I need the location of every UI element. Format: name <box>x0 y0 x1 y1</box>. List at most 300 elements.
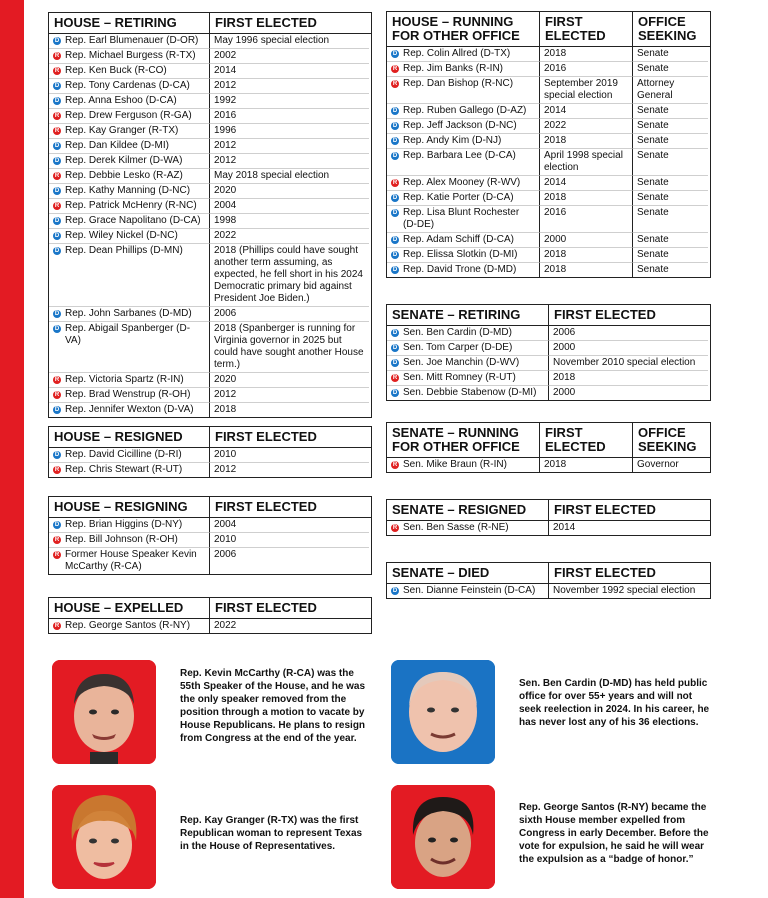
member-cell <box>387 371 548 386</box>
table-row <box>49 322 371 373</box>
first-elected-cell: November 2010 special election <box>548 356 708 371</box>
democrat-party-icon: D <box>392 210 398 216</box>
member-name: Rep. Ken Buck (R-CO) <box>65 65 167 76</box>
table-row <box>49 307 371 322</box>
table-house-resigned <box>48 426 372 478</box>
member-cell <box>387 386 548 400</box>
member-cell <box>387 521 548 535</box>
first-elected-cell: 2018 <box>209 403 369 417</box>
caption-granger: Rep. Kay Granger (R-TX) was the first Republican woman to represent Texas in the House of Representatives. <box>180 815 363 852</box>
first-elected-cell: 2022 <box>209 229 369 244</box>
office-seeking-cell: Senate <box>632 104 708 119</box>
table-row <box>49 124 371 139</box>
table-house-resigning <box>48 496 372 575</box>
photo-george-santos <box>391 785 495 889</box>
table-header <box>387 423 710 458</box>
photo-kevin-mccarthy <box>52 660 156 764</box>
member-cell <box>49 373 209 388</box>
member-name: Rep. Jennifer Wexton (D-VA) <box>65 404 194 415</box>
first-elected-cell: May 2018 special election <box>209 169 369 184</box>
member-cell <box>49 139 209 154</box>
table-body <box>387 326 710 400</box>
table-row <box>49 154 371 169</box>
first-elected-cell: 2018 <box>539 263 632 277</box>
member-cell <box>387 326 548 341</box>
republican-party-icon: R <box>54 203 60 209</box>
first-elected-cell: 2006 <box>209 307 369 322</box>
first-elected-cell: 2018 (Phillips could have sought another term assuming, as expected, he fell short in his 2024 Democratic primary bid against President Joe Biden.) <box>209 244 369 307</box>
member-name: Rep. Bill Johnson (R-OH) <box>65 534 178 545</box>
office-seeking-cell: Attorney General <box>632 77 708 104</box>
member-cell <box>387 341 548 356</box>
democrat-party-icon: D <box>392 390 398 396</box>
office-seeking-cell: Senate <box>632 119 708 134</box>
republican-party-icon: R <box>54 392 60 398</box>
table-row <box>387 206 710 233</box>
democrat-party-icon: D <box>392 360 398 366</box>
member-cell <box>387 104 539 119</box>
column-header: FIRST ELECTED <box>539 423 632 457</box>
member-name: Sen. Joe Manchin (D-WV) <box>403 357 520 368</box>
member-name: Rep. Victoria Spartz (R-IN) <box>65 374 184 385</box>
republican-party-icon: R <box>54 552 60 558</box>
first-elected-cell: 2016 <box>209 109 369 124</box>
table-row <box>387 77 710 104</box>
table-row <box>387 371 710 386</box>
member-name: Rep. Alex Mooney (R-WV) <box>403 177 521 188</box>
first-elected-cell: 2012 <box>209 388 369 403</box>
caption-cardin: Sen. Ben Cardin (D-MD) has held public office for over 55+ years and will not seek reelection in 2024. In his career, he has never lost any of his 36 elections. <box>519 678 710 728</box>
caption-santos: Rep. George Santos (R-NY) became the sixth House member expelled from Congress in early December. Before the vote for expulsion, he said he will wear the expulsion as a “badge of honor.” <box>519 802 709 865</box>
column-header: HOUSE – RETIRING <box>54 15 177 30</box>
democrat-party-icon: D <box>392 195 398 201</box>
republican-party-icon: R <box>392 180 398 186</box>
member-name: Rep. Brad Wenstrup (R-OH) <box>65 389 191 400</box>
republican-party-icon: R <box>54 377 60 383</box>
office-seeking-cell: Senate <box>632 263 708 277</box>
first-elected-cell: 2002 <box>209 49 369 64</box>
republican-party-icon: R <box>54 537 60 543</box>
first-elected-cell: 2006 <box>209 548 369 574</box>
table-header <box>387 12 710 47</box>
member-name: Rep. Drew Ferguson (R-GA) <box>65 110 192 121</box>
table-row <box>49 169 371 184</box>
member-name: Rep. Derek Kilmer (D-WA) <box>65 155 183 166</box>
republican-party-icon: R <box>392 81 398 87</box>
first-elected-cell: 2012 <box>209 139 369 154</box>
office-seeking-cell: Senate <box>632 233 708 248</box>
member-cell <box>387 356 548 371</box>
table-header <box>387 500 710 521</box>
member-name: Rep. Jeff Jackson (D-NC) <box>403 120 517 131</box>
table-row <box>387 326 710 341</box>
democrat-party-icon: D <box>392 51 398 57</box>
member-name: Rep. Debbie Lesko (R-AZ) <box>65 170 183 181</box>
table-row <box>387 149 710 176</box>
member-cell <box>49 124 209 139</box>
first-elected-cell: 2018 (Spanberger is running for Virginia governor in 2025 but could have sought another House term.) <box>209 322 369 373</box>
table-row <box>49 244 371 307</box>
democrat-party-icon: D <box>54 233 60 239</box>
member-cell <box>49 548 209 574</box>
office-seeking-cell: Senate <box>632 134 708 149</box>
first-elected-cell: 2022 <box>539 119 632 134</box>
democrat-party-icon: D <box>392 330 398 336</box>
democrat-party-icon: D <box>54 158 60 164</box>
table-row <box>49 49 371 64</box>
first-elected-cell: 2012 <box>209 154 369 169</box>
member-cell <box>49 94 209 109</box>
member-name: Rep. Adam Schiff (D-CA) <box>403 234 514 245</box>
table-row <box>49 184 371 199</box>
table-row <box>387 458 710 472</box>
first-elected-cell: 2000 <box>548 386 708 400</box>
table-body <box>387 584 710 598</box>
member-cell <box>49 388 209 403</box>
democrat-party-icon: D <box>54 311 60 317</box>
first-elected-cell: 2018 <box>539 458 632 472</box>
table-house-retiring <box>48 12 372 418</box>
caption-mccarthy: Rep. Kevin McCarthy (R-CA) was the 55th Speaker of the House, and he was the only speaker removed from the position through a motion to vacate by House Republicans. He plans to resign from Congress at the end of the year. <box>180 668 366 744</box>
column-header: HOUSE – RESIGNING <box>54 499 188 514</box>
table-row <box>49 214 371 229</box>
column-header: OFFICE SEEKING <box>632 12 708 46</box>
table-body <box>49 448 371 477</box>
member-cell <box>387 47 539 62</box>
member-cell <box>387 206 539 233</box>
table-body <box>49 518 371 574</box>
member-name: Rep. George Santos (R-NY) <box>65 620 191 631</box>
table-row <box>49 94 371 109</box>
member-name: Rep. Barbara Lee (D-CA) <box>403 150 516 161</box>
table-row <box>387 191 710 206</box>
table-body <box>387 47 710 277</box>
member-cell <box>49 64 209 79</box>
republican-party-icon: R <box>54 467 60 473</box>
first-elected-cell: 2018 <box>539 134 632 149</box>
first-elected-cell: 2000 <box>548 341 708 356</box>
first-elected-cell: September 2019 special election <box>539 77 632 104</box>
member-cell <box>49 463 209 477</box>
office-seeking-cell: Senate <box>632 191 708 206</box>
table-row <box>387 47 710 62</box>
member-name: Sen. Dianne Feinstein (D-CA) <box>403 585 536 596</box>
member-name: Rep. Grace Napolitano (D-CA) <box>65 215 201 226</box>
first-elected-cell: 1992 <box>209 94 369 109</box>
first-elected-cell: 2022 <box>209 619 369 633</box>
member-name: Rep. Katie Porter (D-CA) <box>403 192 514 203</box>
first-elected-cell: 2004 <box>209 518 369 533</box>
table-row <box>49 139 371 154</box>
democrat-party-icon: D <box>392 345 398 351</box>
member-name: Rep. John Sarbanes (D-MD) <box>65 308 192 319</box>
table-row <box>387 521 710 535</box>
column-header: HOUSE – RESIGNED <box>54 429 183 444</box>
table-row <box>49 79 371 94</box>
member-name: Rep. Anna Eshoo (D-CA) <box>65 95 177 106</box>
table-row <box>387 248 710 263</box>
democrat-party-icon: D <box>392 123 398 129</box>
table-row <box>387 386 710 400</box>
member-cell <box>49 184 209 199</box>
republican-party-icon: R <box>392 462 398 468</box>
photo-kay-granger <box>52 785 156 889</box>
democrat-party-icon: D <box>54 218 60 224</box>
first-elected-cell: 2016 <box>539 206 632 233</box>
table-header <box>49 427 371 448</box>
member-name: Rep. Jim Banks (R-IN) <box>403 63 504 74</box>
member-name: Rep. Dan Kildee (D-MI) <box>65 140 169 151</box>
democrat-party-icon: D <box>54 83 60 89</box>
table-row <box>387 356 710 371</box>
first-elected-cell: 2020 <box>209 184 369 199</box>
member-name: Rep. Chris Stewart (R-UT) <box>65 464 183 475</box>
member-cell <box>49 169 209 184</box>
republican-party-icon: R <box>392 375 398 381</box>
first-elected-cell: 2018 <box>539 191 632 206</box>
member-cell <box>49 229 209 244</box>
photo-ben-cardin <box>391 660 495 764</box>
member-cell <box>387 263 539 277</box>
table-senate-retiring <box>386 304 711 401</box>
member-cell <box>387 77 539 104</box>
member-cell <box>49 244 209 307</box>
democrat-party-icon: D <box>392 267 398 273</box>
first-elected-cell: April 1998 special election <box>539 149 632 176</box>
democrat-party-icon: D <box>392 588 398 594</box>
first-elected-cell: 2000 <box>539 233 632 248</box>
table-row <box>49 518 371 533</box>
table-header <box>49 598 371 619</box>
table-row <box>49 109 371 124</box>
table-row <box>49 533 371 548</box>
member-cell <box>387 191 539 206</box>
member-name: Rep. Colin Allred (D-TX) <box>403 48 511 59</box>
member-name: Rep. Ruben Gallego (D-AZ) <box>403 105 527 116</box>
office-seeking-cell: Senate <box>632 149 708 176</box>
first-elected-cell: 2018 <box>539 248 632 263</box>
member-name: Rep. Patrick McHenry (R-NC) <box>65 200 197 211</box>
first-elected-cell: 2014 <box>548 521 708 535</box>
member-cell <box>49 403 209 417</box>
column-header: FIRST ELECTED <box>548 500 708 520</box>
member-name: Rep. Elissa Slotkin (D-MI) <box>403 249 518 260</box>
column-header: FIRST ELECTED <box>209 427 369 447</box>
table-row <box>387 134 710 149</box>
member-name: Rep. David Trone (D-MD) <box>403 264 517 275</box>
first-elected-cell: 2012 <box>209 463 369 477</box>
table-row <box>387 176 710 191</box>
democrat-party-icon: D <box>54 38 60 44</box>
member-cell <box>387 134 539 149</box>
table-row <box>49 548 371 574</box>
table-row <box>49 448 371 463</box>
democrat-party-icon: D <box>54 143 60 149</box>
democrat-party-icon: D <box>54 188 60 194</box>
column-header: FIRST ELECTED <box>539 12 632 46</box>
office-seeking-cell: Governor <box>632 458 708 472</box>
table-header <box>49 13 371 34</box>
member-cell <box>49 199 209 214</box>
first-elected-cell: November 1992 special election <box>548 584 708 598</box>
member-name: Sen. Ben Sasse (R-NE) <box>403 522 509 533</box>
table-senate-died <box>386 562 711 599</box>
member-name: Sen. Debbie Stabenow (D-MI) <box>403 387 537 398</box>
column-header: FIRST ELECTED <box>209 598 369 618</box>
member-name: Rep. Dean Phillips (D-MN) <box>65 245 183 256</box>
first-elected-cell: 2012 <box>209 79 369 94</box>
member-cell <box>49 307 209 322</box>
first-elected-cell: 2006 <box>548 326 708 341</box>
member-cell <box>49 322 209 373</box>
member-name: Rep. David Cicilline (D-RI) <box>65 449 182 460</box>
table-row <box>49 463 371 477</box>
member-cell <box>387 248 539 263</box>
member-name: Former House Speaker Kevin McCarthy (R-CA) <box>65 549 197 572</box>
member-cell <box>387 62 539 77</box>
member-cell <box>49 518 209 533</box>
member-name: Rep. Andy Kim (D-NJ) <box>403 135 502 146</box>
member-cell <box>49 619 209 633</box>
table-header <box>387 305 710 326</box>
democrat-party-icon: D <box>54 407 60 413</box>
office-seeking-cell: Senate <box>632 176 708 191</box>
democrat-party-icon: D <box>54 522 60 528</box>
member-name: Rep. Tony Cardenas (D-CA) <box>65 80 190 91</box>
republican-party-icon: R <box>54 623 60 629</box>
member-name: Sen. Ben Cardin (D-MD) <box>403 327 512 338</box>
member-cell <box>49 109 209 124</box>
table-row <box>387 119 710 134</box>
democrat-party-icon: D <box>54 452 60 458</box>
table-body <box>49 34 371 417</box>
table-row <box>387 341 710 356</box>
first-elected-cell: 2020 <box>209 373 369 388</box>
member-name: Rep. Michael Burgess (R-TX) <box>65 50 196 61</box>
first-elected-cell: 1998 <box>209 214 369 229</box>
republican-party-icon: R <box>392 525 398 531</box>
member-name: Sen. Mitt Romney (R-UT) <box>403 372 516 383</box>
table-senate-resigned <box>386 499 711 536</box>
first-elected-cell: May 1996 special election <box>209 34 369 49</box>
republican-party-icon: R <box>54 173 60 179</box>
member-name: Rep. Dan Bishop (R-NC) <box>403 78 514 89</box>
first-elected-cell: 2014 <box>209 64 369 79</box>
member-name: Sen. Mike Braun (R-IN) <box>403 459 507 470</box>
first-elected-cell: 2010 <box>209 448 369 463</box>
member-name: Rep. Abigail Spanberger (D-VA) <box>65 323 191 346</box>
democrat-party-icon: D <box>392 108 398 114</box>
member-cell <box>387 119 539 134</box>
table-row <box>49 388 371 403</box>
democrat-party-icon: D <box>54 248 60 254</box>
member-name: Rep. Kathy Manning (D-NC) <box>65 185 191 196</box>
democrat-party-icon: D <box>392 252 398 258</box>
column-header: FIRST ELECTED <box>209 497 369 517</box>
member-cell <box>49 448 209 463</box>
table-row <box>49 34 371 49</box>
column-header: OFFICE SEEKING <box>632 423 708 457</box>
column-header: HOUSE – RUNNING FOR OTHER OFFICE <box>392 14 520 43</box>
column-header: SENATE – RETIRING <box>392 307 521 322</box>
member-cell <box>387 233 539 248</box>
table-body <box>387 458 710 472</box>
office-seeking-cell: Senate <box>632 206 708 233</box>
member-name: Rep. Brian Higgins (D-NY) <box>65 519 183 530</box>
table-body <box>387 521 710 535</box>
republican-party-icon: R <box>54 68 60 74</box>
first-elected-cell: 2016 <box>539 62 632 77</box>
accent-bar <box>0 0 24 898</box>
first-elected-cell: 2018 <box>539 47 632 62</box>
column-header: SENATE – DIED <box>392 565 490 580</box>
member-cell <box>49 214 209 229</box>
table-header <box>49 497 371 518</box>
republican-party-icon: R <box>54 53 60 59</box>
republican-party-icon: R <box>392 66 398 72</box>
column-header: HOUSE – EXPELLED <box>54 600 184 615</box>
member-name: Rep. Lisa Blunt Rochester (D-DE) <box>403 207 520 230</box>
table-row <box>49 403 371 417</box>
table-header <box>387 563 710 584</box>
member-cell <box>387 176 539 191</box>
column-header: SENATE – RUNNING FOR OTHER OFFICE <box>392 425 520 454</box>
table-senate-running <box>386 422 711 473</box>
first-elected-cell: 2018 <box>548 371 708 386</box>
table-row <box>387 263 710 277</box>
first-elected-cell: 1996 <box>209 124 369 139</box>
office-seeking-cell: Senate <box>632 62 708 77</box>
member-name: Rep. Earl Blumenauer (D-OR) <box>65 35 199 46</box>
democrat-party-icon: D <box>392 153 398 159</box>
table-row <box>387 104 710 119</box>
first-elected-cell: 2004 <box>209 199 369 214</box>
table-row <box>387 584 710 598</box>
member-cell <box>49 79 209 94</box>
democrat-party-icon: D <box>392 237 398 243</box>
office-seeking-cell: Senate <box>632 47 708 62</box>
table-body <box>49 619 371 633</box>
democrat-party-icon: D <box>54 98 60 104</box>
republican-party-icon: R <box>54 128 60 134</box>
first-elected-cell: 2010 <box>209 533 369 548</box>
column-header: FIRST ELECTED <box>548 305 708 325</box>
member-cell <box>387 584 548 598</box>
office-seeking-cell: Senate <box>632 248 708 263</box>
member-name: Sen. Tom Carper (D-DE) <box>403 342 513 353</box>
member-cell <box>387 458 539 472</box>
table-row <box>49 619 371 633</box>
member-cell <box>49 49 209 64</box>
member-cell <box>49 34 209 49</box>
member-cell <box>49 533 209 548</box>
member-cell <box>49 154 209 169</box>
democrat-party-icon: D <box>392 138 398 144</box>
table-house-expelled <box>48 597 372 634</box>
table-row <box>49 373 371 388</box>
column-header: FIRST ELECTED <box>548 563 708 583</box>
table-row <box>49 64 371 79</box>
first-elected-cell: 2014 <box>539 104 632 119</box>
member-name: Rep. Wiley Nickel (D-NC) <box>65 230 178 241</box>
member-cell <box>387 149 539 176</box>
table-row <box>387 62 710 77</box>
table-row <box>387 233 710 248</box>
column-header: SENATE – RESIGNED <box>392 502 527 517</box>
column-header: FIRST ELECTED <box>209 13 369 33</box>
republican-party-icon: R <box>54 113 60 119</box>
first-elected-cell: 2014 <box>539 176 632 191</box>
